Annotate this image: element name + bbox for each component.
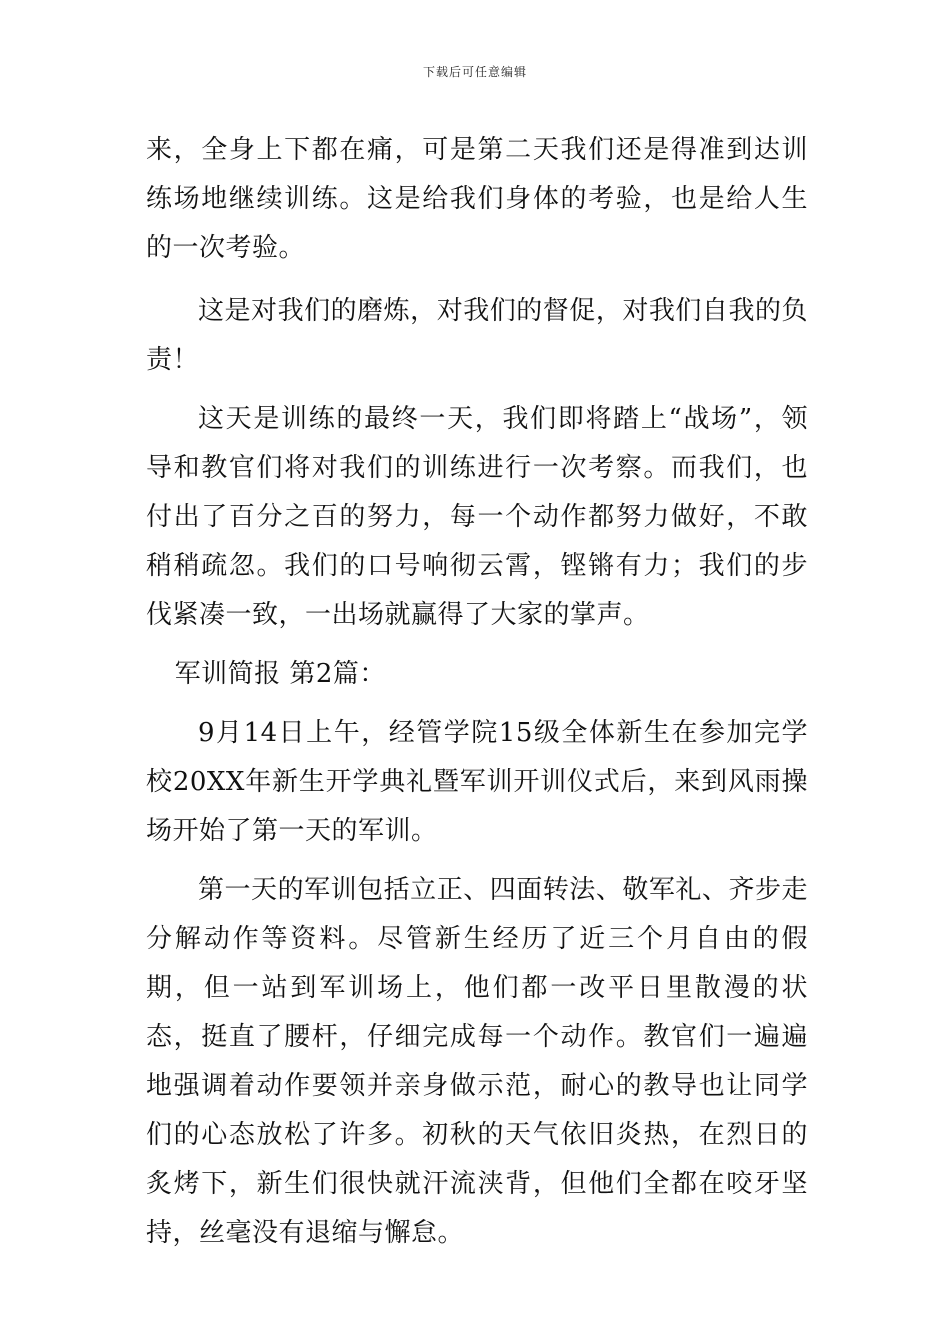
section-heading: 军训简报 第2篇：: [174, 659, 386, 689]
paragraph-5: 第一天的军训包括立正、四面转法、敬军礼、齐步走分解动作等资料。尽管新生经历了近三个月自由的假期，但一站到军训场上，他们都一改平日里散漫的状态，挺直了腰杆，仔细完成每一个动作。教官们一遍遍地强调着动作要领并亲身做示范，耐心的教导也让同学们的心态放松了许多。初秋的天气依旧炎热，在烈日的炙烤下，新生们很快就汗流浃背，但他们全都在咬牙坚持，丝毫没有退缩与懈怠。: [146, 875, 808, 1248]
paragraph-3: 这天是训练的最终一天，我们即将踏上“战场”，领导和教官们将对我们的训练进行一次考察。而我们，也付出了百分之百的努力，每一个动作都努力做好，不敢稍稍疏忽。我们的口号响彻云霄，铿锵有力；我们的步伐紧凑一致，一出场就赢得了大家的掌声。: [146, 404, 808, 630]
page-header: 下载后可任意编辑: [422, 65, 527, 79]
paragraph-4: 9月14日上午，经管学院15级全体新生在参加完学校20XX年新生开学典礼暨军训开训仪式后，来到风雨操场开始了第一天的军训。: [146, 718, 808, 846]
document-body: [146, 126, 808, 1258]
paragraph-1: 来，全身上下都在痛，可是第二天我们还是得准到达训练场地继续训练。这是给我们身体的考验，也是给人生的一次考验。: [146, 135, 808, 263]
paragraph-2: 这是对我们的磨炼，对我们的督促，对我们自我的负责！: [146, 296, 808, 375]
